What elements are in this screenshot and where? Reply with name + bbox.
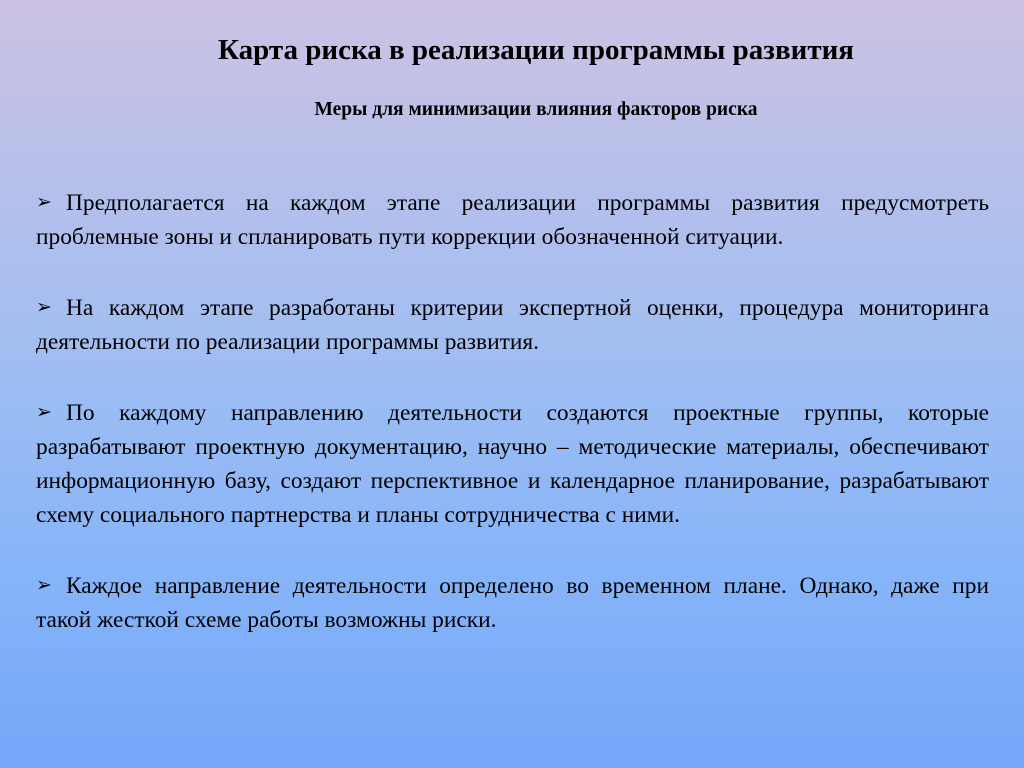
bullet-list [36,185,989,673]
bullet-item [36,395,989,532]
bullet-text: Каждое направление деятельности определено во временном плане. Однако, даже при такой жесткой схеме работы возможны риски. [36,573,989,633]
slide-subtitle: Меры для минимизации влияния факторов риска [314,99,758,120]
bullet-text: По каждому направлению деятельности создаются проектные группы, которые разрабатывают проектную документацию, научно – методические материалы, обеспечивают информационную базу, создают перспективное и календарное планирование, разрабатывают схему социального партнерства и планы сотрудничества с ними. [36,400,989,528]
arrow-bullet-icon: ➢ [36,574,52,596]
arrow-bullet-icon: ➢ [36,191,52,213]
bullet-item [36,290,989,359]
bullet-item [36,185,989,254]
bullet-text: Предполагается на каждом этапе реализации программы развития предусмотреть проблемные зоны и спланировать пути коррекции обозначенной ситуации. [36,190,989,250]
bullet-text: На каждом этапе разработаны критерии экспертной оценки, процедура мониторинга деятельности по реализации программы развития. [36,295,989,355]
arrow-bullet-icon: ➢ [36,296,52,318]
bullet-item [36,568,989,637]
arrow-bullet-icon: ➢ [36,401,52,423]
slide-title: Карта риска в реализации программы развития [218,34,854,66]
